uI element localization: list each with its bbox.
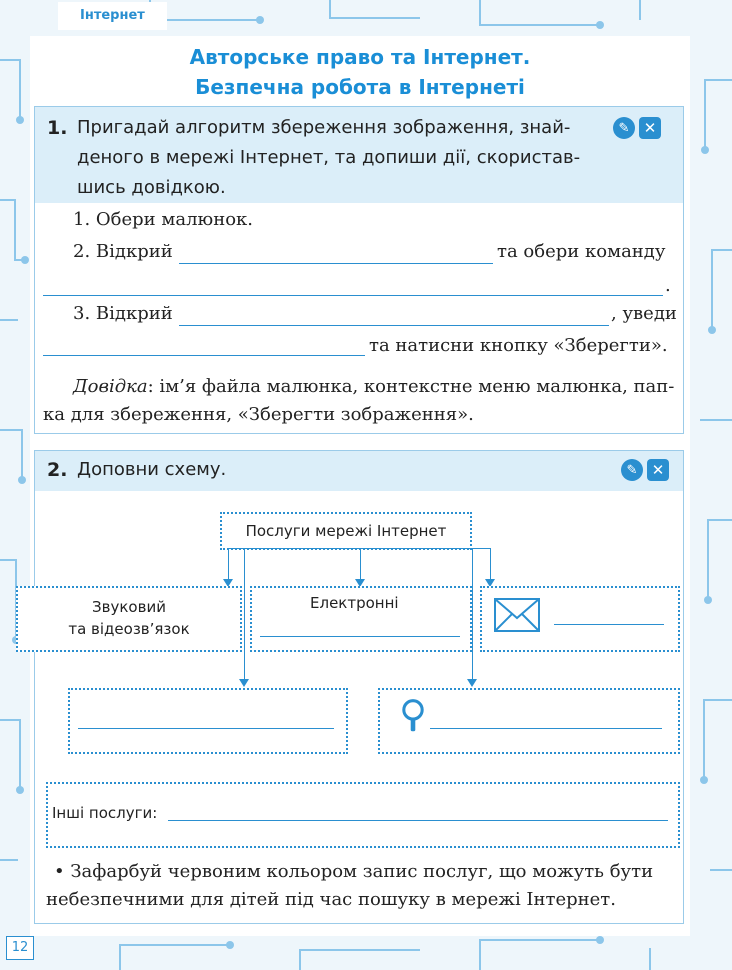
- bottom-left-blank[interactable]: [78, 728, 334, 729]
- page-number: 12: [6, 936, 34, 960]
- close-icon[interactable]: ✕: [647, 459, 669, 481]
- step2-label: 2. Відкрий: [73, 241, 173, 262]
- step2-end: .: [665, 275, 671, 296]
- task1-number: 1.: [47, 117, 68, 139]
- arrow: [472, 548, 473, 680]
- pencil-icon[interactable]: ✎: [621, 459, 643, 481]
- arrow: [228, 548, 229, 580]
- task2-number: 2.: [47, 459, 68, 481]
- step3-text: , уведи: [611, 303, 677, 324]
- hint-label: Довідка: [73, 376, 148, 397]
- close-icon[interactable]: ✕: [639, 117, 661, 139]
- services-top-box: Послуги мережі Інтернет: [220, 512, 472, 550]
- magnifier-icon: [400, 698, 426, 734]
- search-blank[interactable]: [430, 728, 662, 729]
- section-tag: Інтернет: [58, 2, 167, 30]
- step3-label: 3. Відкрий: [73, 303, 173, 324]
- task1-body: [34, 203, 684, 434]
- task1-icons: [613, 117, 661, 139]
- task2-prompt: Доповни схему.: [77, 459, 227, 480]
- email-blank[interactable]: [554, 624, 664, 625]
- task2-header: [34, 450, 684, 492]
- step2-command-blank[interactable]: [43, 295, 663, 296]
- step1: 1. Обери малюнок.: [73, 209, 254, 230]
- step3-name-blank[interactable]: [43, 355, 365, 356]
- step2-blank[interactable]: [179, 263, 493, 264]
- arrow: [244, 548, 245, 680]
- other-services-box: Інші послуги:: [46, 782, 680, 848]
- bottom-left-box: [68, 688, 348, 754]
- arrow: [490, 548, 491, 580]
- step3-blank[interactable]: [179, 325, 609, 326]
- task2-note: • Зафарбуй червоним кольором запис послуг, що можуть бути небезпечними для дітей під час пошуку в мережі Інтернет.: [46, 861, 654, 910]
- arrow: [360, 548, 361, 580]
- connector-line: [228, 548, 490, 549]
- step3-end: та натисни кнопку «Зберегти».: [369, 335, 668, 356]
- step2-text: та обери команду: [497, 241, 666, 262]
- hint: Довідка: ім’я файла малюнка, контекстне меню малюнка, пап- ка для збереження, «Зберегти зображення».: [43, 376, 675, 425]
- electronic-box: Електронні: [250, 586, 472, 652]
- page-title: Авторське право та Інтернет. Безпечна робота в Інтернеті: [189, 45, 531, 99]
- email-box: [480, 586, 680, 652]
- task1-header: [34, 106, 684, 204]
- electronic-blank[interactable]: [260, 636, 460, 637]
- task2-icons: [621, 459, 669, 481]
- pencil-icon[interactable]: ✎: [613, 117, 635, 139]
- other-services-blank[interactable]: [168, 820, 668, 821]
- search-box: [378, 688, 680, 754]
- sound-video-box: Звуковий та відеозв’язок: [16, 586, 242, 652]
- envelope-icon: [494, 598, 540, 632]
- task1-prompt: Пригадай алгоритм збереження зображення, знай- деного в мережі Інтернет, та допиши дії, скористав- шись довідкою.: [77, 117, 581, 198]
